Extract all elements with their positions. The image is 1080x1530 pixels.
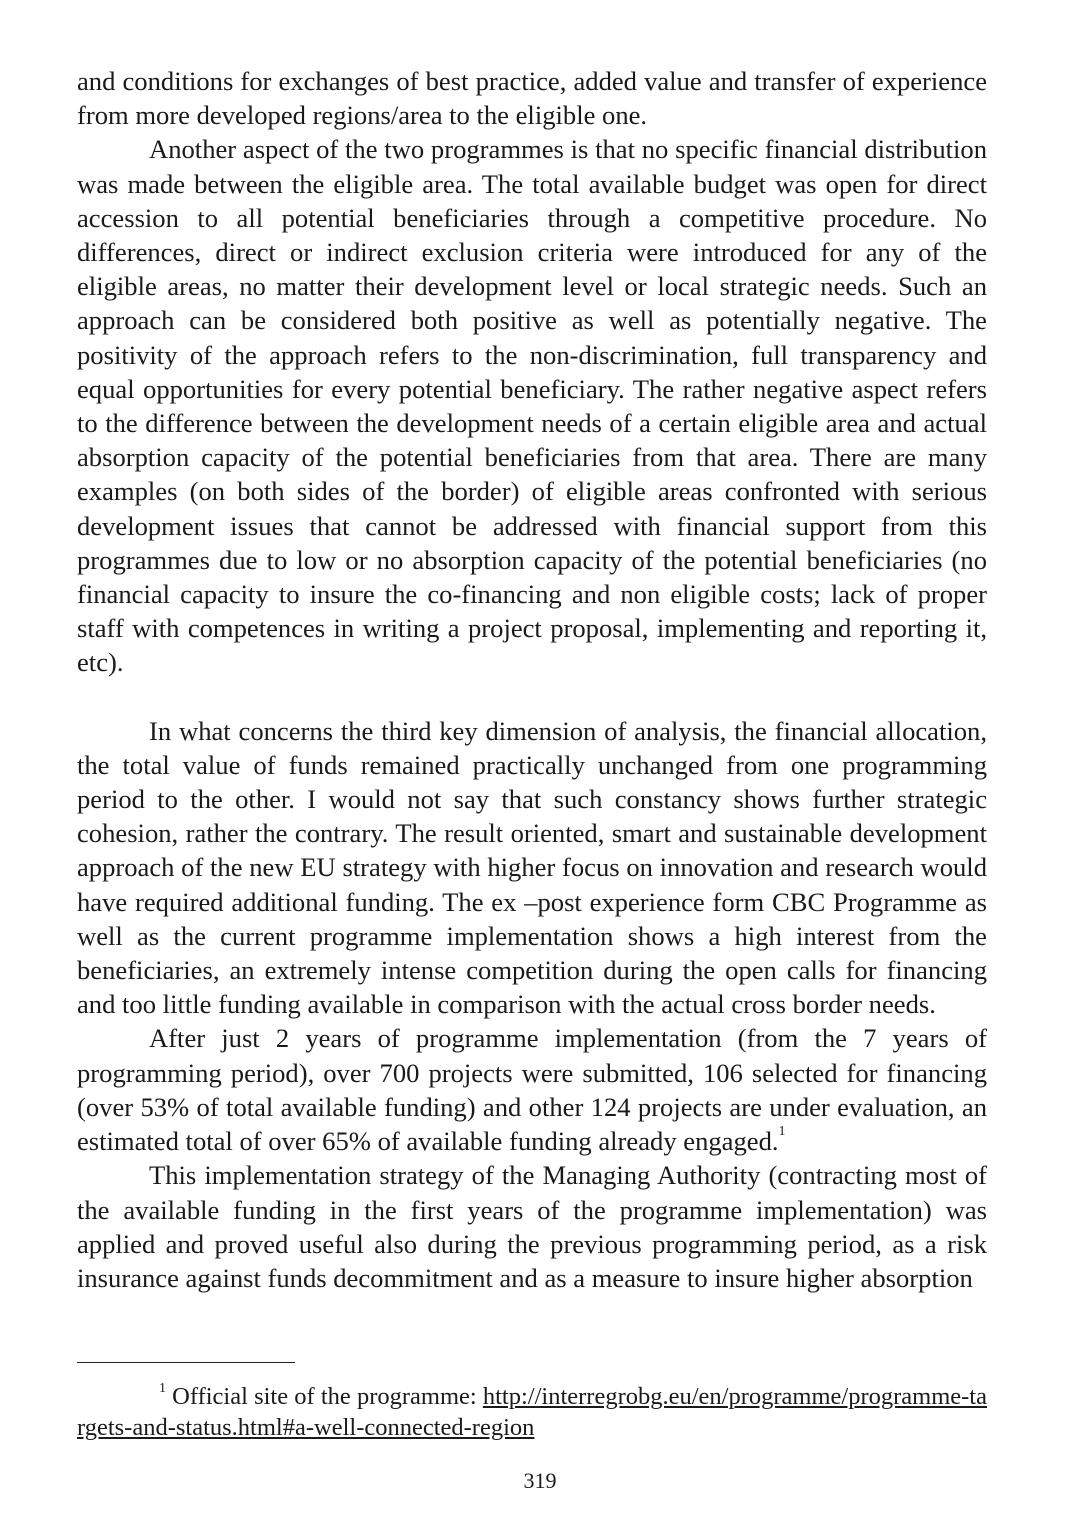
footnote-reference[interactable]: 1: [778, 1124, 786, 1140]
paragraph-financial-allocation: In what concerns the third key dimension of analysis, the financial allocation, the total value of funds remained practically unchanged from one programming period to the other. I would not say that such constancy shows further strategic cohesion, rather the contrary. The result oriented, smart and sustainable development approach of the new EU strategy with higher focus on innovation and research would have required additional funding. The ex –post experience form CBC Programme as well as the current programme implementation shows a high interest from the beneficiaries, an extremely intense competition during the open calls for financing and too little funding available in comparison with the actual cross border needs.: [77, 715, 987, 1020]
footnote: [77, 1381, 987, 1443]
paragraph-implementation-stats: [77, 1021, 987, 1158]
footnote-separator: [77, 1362, 295, 1363]
footnote-marker: 1: [159, 1381, 166, 1396]
footnote-link[interactable]: http://interregrobg.eu/en/programme/programme-targets-and-status.html#a-well-connected-region: [77, 1383, 987, 1441]
paragraph-financial-distribution: Another aspect of the two programmes is that no specific financial distribution was made between the eligible area. The total available budget was open for direct accession to all potential beneficiaries through a competitive procedure. No differences, direct or indirect exclusion criteria were introduced for any of the eligible areas, no matter their development level or local strategic needs. Such an approach can be considered both positive as well as potentially negative. The positivity of the approach refers to the non-discrimination, full transparency and equal opportunities for every potential beneficiary. The rather negative aspect refers to the difference between the development needs of a certain eligible area and actual absorption capacity of the potential beneficiaries from that area. There are many examples (on both sides of the border) of eligible areas confronted with serious development issues that cannot be addressed with financial support from this programmes due to low or no absorption capacity of the potential beneficiaries (no financial capacity to insure the co-financing and non eligible costs; lack of proper staff with competences in writing a project proposal, implementing and reporting it, etc).: [77, 134, 987, 678]
paragraph-managing-authority: This implementation strategy of the Managing Authority (contracting most of the available funding in the first years of the programme implementation) was applied and proved useful also during the previous programming period, as a risk insurance against funds decommitment and as a measure to insure higher absorption: [77, 1160, 987, 1293]
paragraph-implementation-text: After just 2 years of programme implementation (from the 7 years of programming period), over 700 projects were submitted, 106 selected for financing (over 53% of total available funding) and other 124 projects are under evaluation, an estimated total of over 65% of available funding already engaged.: [77, 1023, 987, 1157]
paragraph-gap: [77, 680, 987, 714]
footnote-text: Official site of the programme:: [172, 1383, 483, 1410]
paragraph-continued: and conditions for exchanges of best practice, added value and transfer of experience from more developed regions/area to the eligible one.: [77, 66, 987, 131]
page-number: 319: [523, 1468, 557, 1493]
body-text: [77, 64, 987, 1295]
